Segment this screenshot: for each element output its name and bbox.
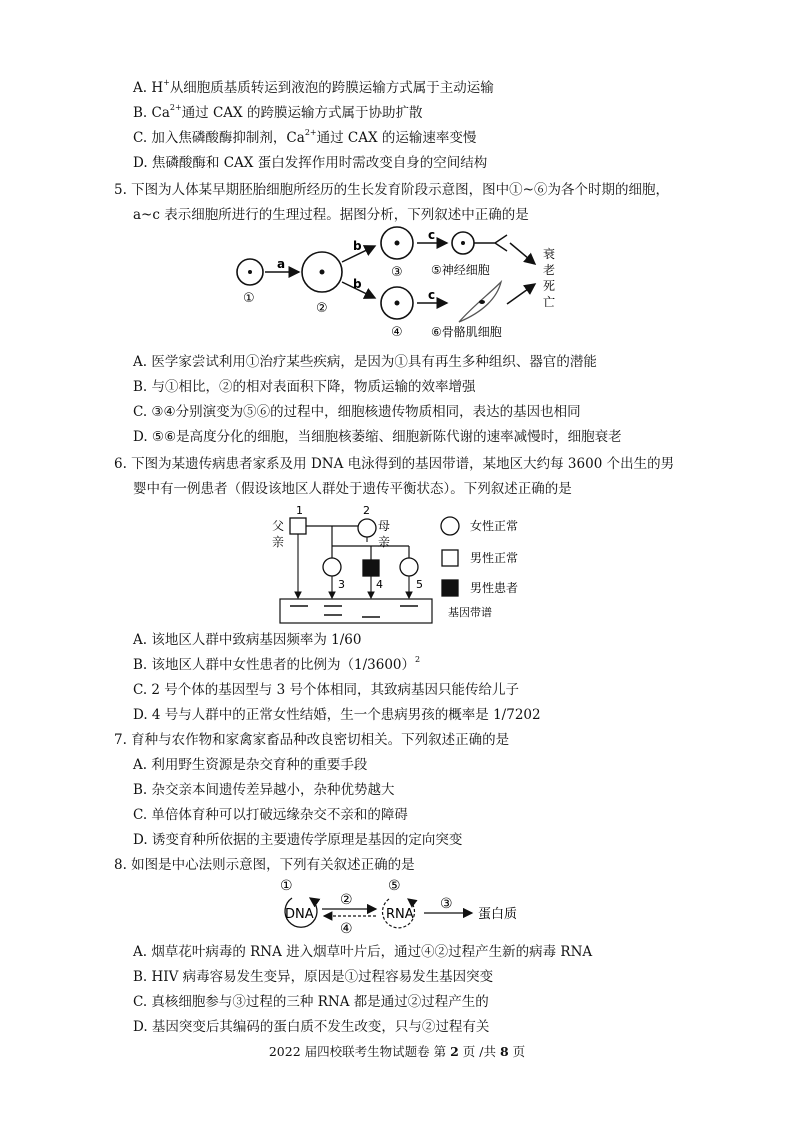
q6-stem-line2: 婴中有一例患者（假设该地区人群处于遗传平衡状态）。下列叙述正确的是 — [133, 481, 572, 497]
q6-option-d: D. 4 号与人群中的正常女性结婚，生一个患病男孩的概率是 1/7202 — [133, 707, 541, 723]
q7-option-a: A. 利用野生资源是杂交育种的重要手段 — [133, 757, 368, 773]
q8-stem: 8. 如图是中心法则示意图，下列有关叙述正确的是 — [114, 857, 415, 873]
q5-option-b: B. 与①相比，②的相对表面积下降，物质运输的效率增强 — [133, 379, 476, 395]
q6-option-a: A. 该地区人群中致病基因频率为 1/60 — [133, 632, 362, 648]
svg-text:老: 老 — [543, 263, 556, 277]
q8-option-b: B. HIV 病毒容易发生变异，原因是①过程容易发生基因突变 — [133, 969, 494, 985]
individual-4-male-patient — [363, 560, 379, 576]
svg-text:男性正常: 男性正常 — [470, 551, 519, 565]
svg-text:②: ② — [340, 892, 353, 908]
q4-option-c: C. 加入焦磷酸酶抑制剂，$Ca^{2+}$通过 CAX 的运输速率变慢 — [133, 127, 477, 146]
q7-option-b: B. 杂交亲本间遗传差异越小，杂种优势越大 — [133, 782, 395, 798]
q5-cell-diagram — [225, 224, 585, 344]
svg-text:亲: 亲 — [378, 535, 391, 549]
individual-3-female — [323, 558, 341, 576]
svg-text:1: 1 — [296, 504, 303, 517]
svg-text:死: 死 — [543, 279, 556, 293]
q6-stem-line1: 6. 下图为某遗传病患者家系及用 DNA 电泳得到的基因带谱，某地区大约每 3600 个出生的男 — [114, 456, 675, 472]
q7-stem: 7. 育种与农作物和家禽家畜品种改良密切相关。下列叙述正确的是 — [114, 732, 510, 748]
svg-text:亡: 亡 — [543, 295, 556, 309]
svg-text:5: 5 — [416, 578, 423, 591]
q6-option-b: B. 该地区人群中女性患者的比例为$(1/3600)^2$ — [133, 654, 421, 673]
q7-option-d: D. 诱变育种所依据的主要遗传学原理是基因的定向突变 — [133, 832, 463, 848]
svg-text:①: ① — [280, 878, 293, 894]
q5-option-a: A. 医学家尝试利用①治疗某些疾病，是因为①具有再生多种组织、器官的潜能 — [133, 354, 597, 370]
svg-text:亲: 亲 — [272, 535, 285, 549]
legend-female-normal-symbol — [441, 517, 459, 535]
q8-option-d: D. 基因突变后其编码的蛋白质不发生改变，只与②过程有关 — [133, 1019, 490, 1035]
cell-3-label: ③ — [391, 265, 403, 280]
q5-stem-line2: a~c 表示细胞所进行的生理过程。据图分析，下列叙述中正确的是 — [133, 207, 529, 223]
q4-option-d: D. 焦磷酸酶和 CAX 蛋白发挥作用时需改变自身的空间结构 — [133, 155, 488, 171]
dna-label: DNA — [285, 907, 314, 922]
svg-text:⑤: ⑤ — [388, 878, 401, 894]
cell-1-label: ① — [243, 291, 255, 306]
svg-text:a: a — [277, 257, 286, 271]
protein-label: 蛋白质 — [478, 907, 518, 922]
svg-text:女性正常: 女性正常 — [470, 519, 519, 533]
q6-pedigree-diagram — [268, 502, 568, 624]
q5-option-d: D. ⑤⑥是高度分化的细胞，当细胞核萎缩、细胞新陈代谢的速率减慢时，细胞衰老 — [133, 429, 622, 445]
legend-male-normal-symbol — [442, 550, 458, 566]
rna-label: RNA — [386, 907, 414, 922]
individual-1-male — [290, 518, 306, 534]
cell-4-label: ④ — [391, 325, 403, 340]
svg-text:b: b — [353, 239, 362, 253]
nerve-cell-label: ⑤神经细胞 — [431, 263, 490, 277]
individual-2-female — [358, 519, 376, 537]
muscle-cell-label: ⑥骨骼肌细胞 — [431, 325, 502, 339]
svg-text:b: b — [353, 277, 362, 291]
svg-text:男性患者: 男性患者 — [470, 581, 519, 595]
q4-option-b: B. $Ca^{2+}$通过 CAX 的跨膜运输方式属于协助扩散 — [133, 102, 423, 121]
q5-option-c: C. ③④分别演变为⑤⑥的过程中，细胞核遗传物质相同，表达的基因也相同 — [133, 404, 581, 420]
q8-option-a: A. 烟草花叶病毒的 RNA 进入烟草叶片后，通过④②过程产生新的病毒 RNA — [133, 944, 593, 960]
q8-central-dogma-diagram — [268, 876, 538, 938]
svg-text:父: 父 — [272, 519, 285, 533]
svg-text:2: 2 — [363, 504, 370, 517]
q6-option-c: C. 2 号个体的基因型与 3 号个体相同，其致病基因只能传给儿子 — [133, 682, 519, 698]
q8-option-c: C. 真核细胞参与③过程的三种 RNA 都是通过②过程产生的 — [133, 994, 489, 1010]
svg-text:3: 3 — [338, 578, 345, 591]
svg-text:衰: 衰 — [543, 247, 556, 261]
svg-text:④: ④ — [340, 921, 353, 937]
q7-option-c: C. 单倍体育种可以打破远缘杂交不亲和的障碍 — [133, 807, 408, 823]
page-footer: 2022 届四校联考生物试题卷 第 2 页 /共 8 页 — [268, 1044, 526, 1059]
q5-stem-line1: 5. 下图为人体某早期胚胎细胞所经历的生长发育阶段示意图，图中①~⑥为各个时期的细胞， — [114, 182, 669, 198]
cell-2-label: ② — [316, 301, 328, 316]
gene-band-box — [280, 599, 432, 623]
svg-text:③: ③ — [440, 896, 453, 912]
svg-text:母: 母 — [378, 519, 391, 533]
legend-male-patient-symbol — [442, 580, 458, 596]
q4-option-a: A. H+从细胞质基质转运到液泡的跨膜运输方式属于主动运输 — [133, 77, 494, 96]
svg-text:c: c — [428, 288, 436, 302]
svg-text:基因带谱: 基因带谱 — [448, 606, 492, 619]
svg-text:c: c — [428, 228, 436, 242]
svg-text:4: 4 — [376, 578, 383, 591]
individual-5-female — [400, 558, 418, 576]
